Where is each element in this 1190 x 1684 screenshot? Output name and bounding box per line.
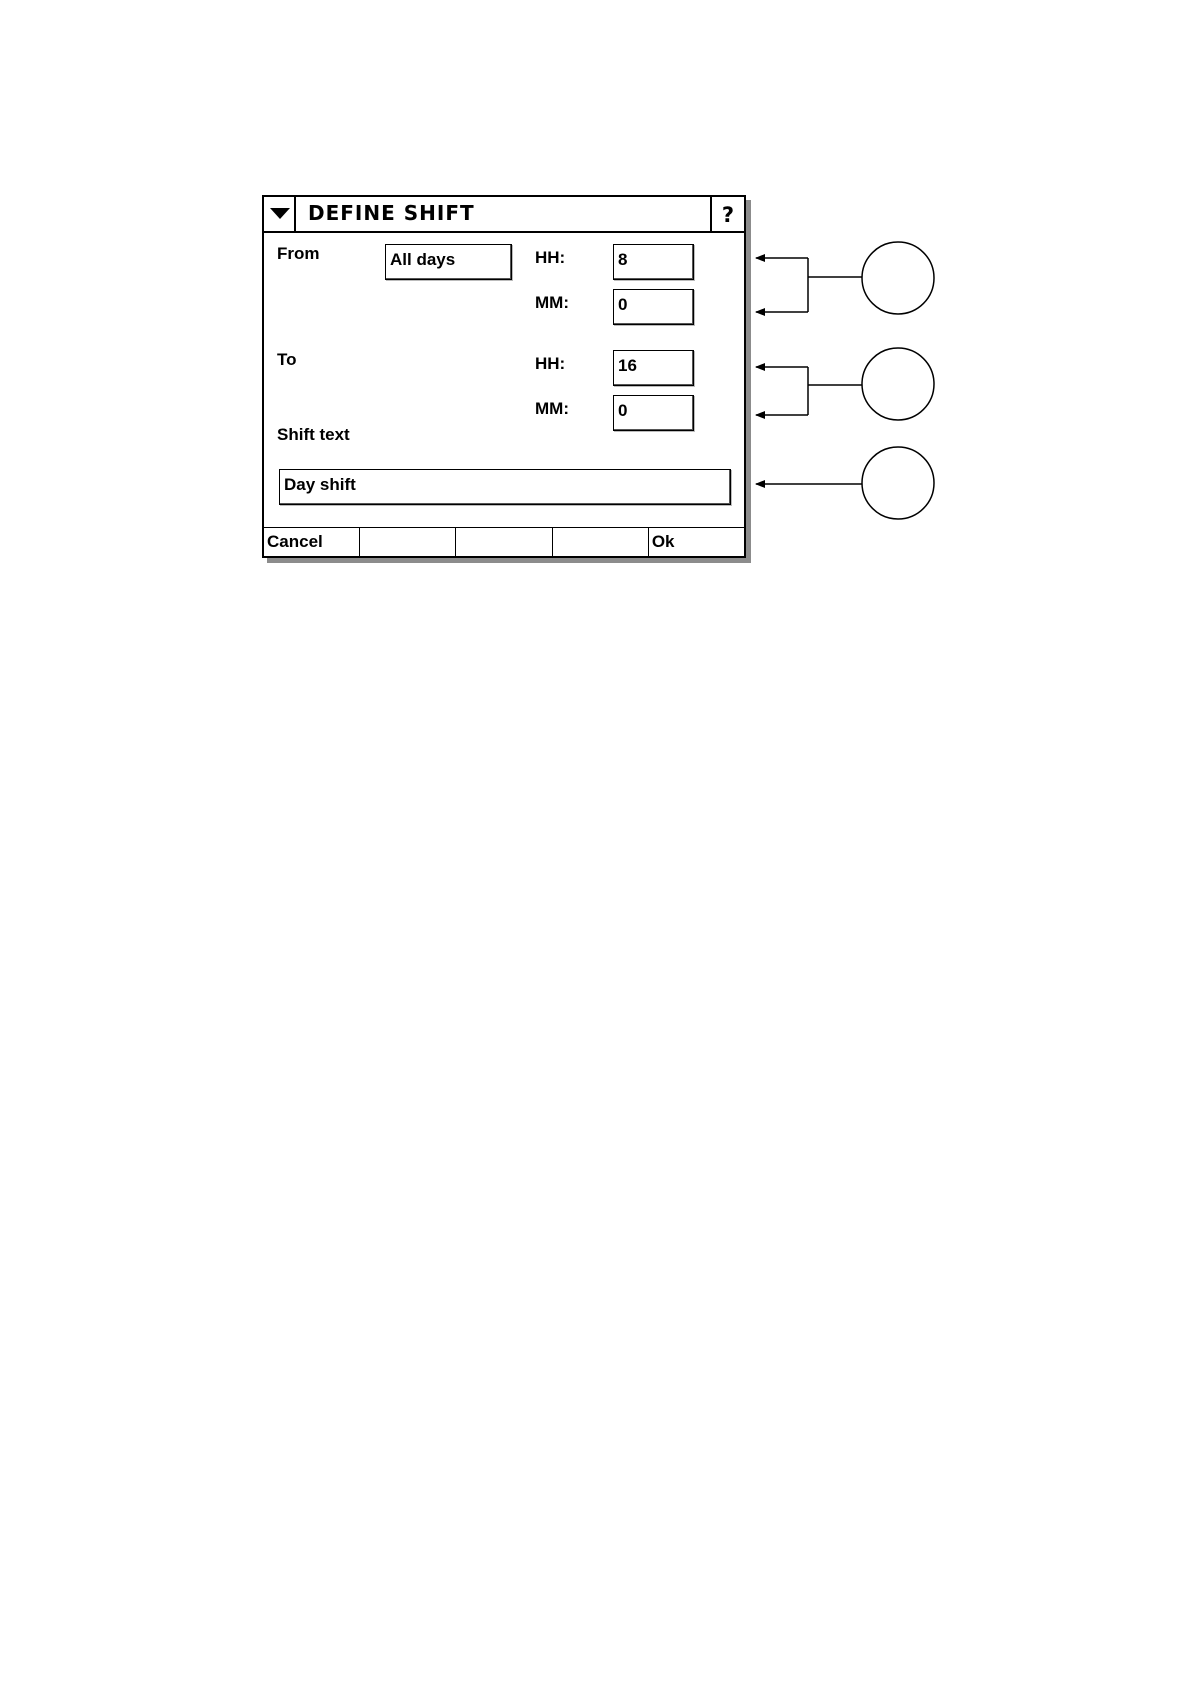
help-button[interactable]	[710, 197, 744, 231]
softkey-3-button[interactable]	[456, 528, 552, 557]
from-hh-label: HH:	[535, 248, 566, 267]
from-mm-field[interactable]: 0	[613, 289, 694, 325]
from-hh-field[interactable]: 8	[613, 244, 694, 280]
softkey-2-button[interactable]	[360, 528, 456, 557]
shift-text-label: Shift text	[277, 425, 350, 444]
callout-2	[756, 348, 934, 420]
callout-3	[756, 447, 934, 519]
dialog-title: DEFINE SHIFT	[308, 201, 475, 225]
callout-circle-icon	[862, 447, 934, 519]
to-hh-field[interactable]: 16	[613, 350, 694, 386]
callout-1	[756, 242, 934, 314]
to-label: To	[277, 350, 297, 369]
shift-text-field[interactable]: Day shift	[279, 469, 731, 505]
to-hh-label: HH:	[535, 354, 566, 373]
softkey-bar	[264, 527, 744, 557]
title-bar	[264, 197, 744, 233]
menu-button[interactable]	[264, 197, 296, 231]
from-mm-label: MM:	[535, 293, 569, 312]
define-shift-dialog	[262, 195, 746, 558]
softkey-4-button[interactable]	[553, 528, 649, 557]
from-days-field[interactable]: All days	[385, 244, 512, 280]
ok-button[interactable]: Ok	[651, 532, 675, 551]
cancel-button[interactable]: Cancel	[264, 528, 360, 557]
callout-circle-icon	[862, 348, 934, 420]
to-mm-label: MM:	[535, 399, 569, 418]
question-mark-icon: ?	[721, 203, 735, 227]
to-mm-field[interactable]: 0	[613, 395, 694, 431]
from-label: From	[277, 244, 320, 263]
triangle-down-icon	[270, 208, 290, 220]
callout-circle-icon	[862, 242, 934, 314]
